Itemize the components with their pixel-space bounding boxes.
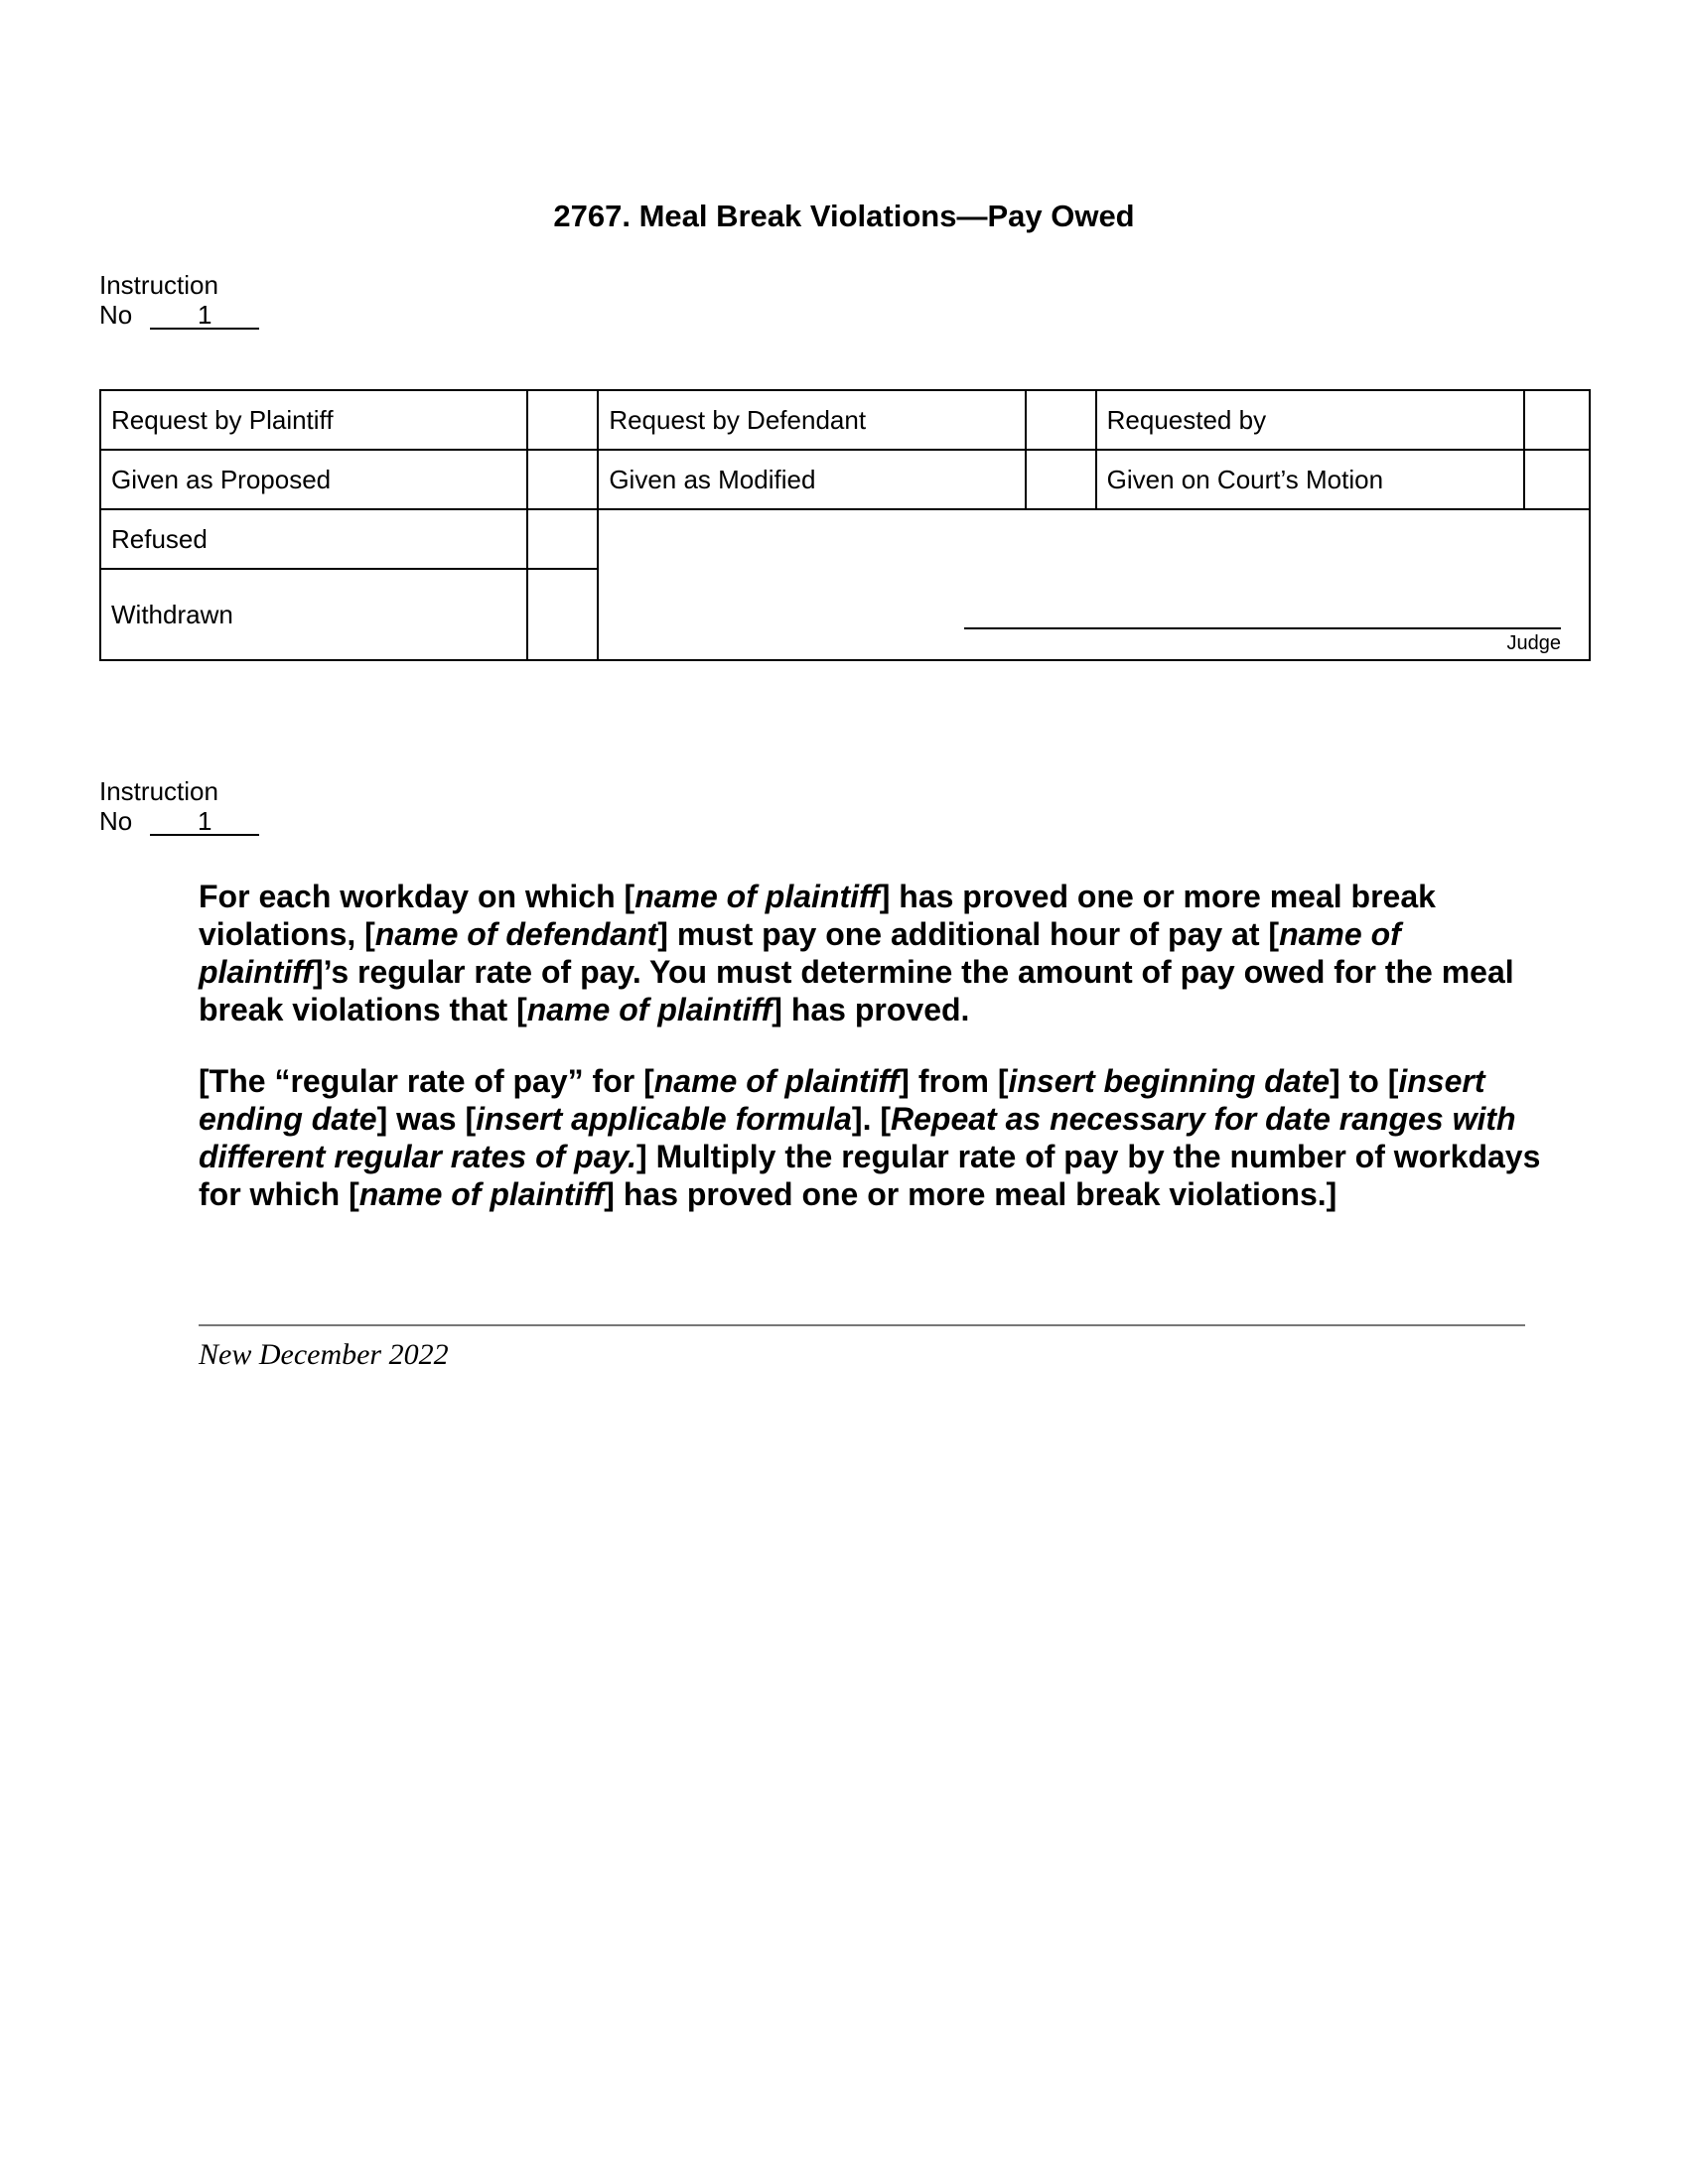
instruction-text: ] has proved. xyxy=(772,992,970,1027)
revision-note: New December 2022 xyxy=(199,1338,449,1371)
instruction-paragraph-1 xyxy=(199,878,1549,1028)
placeholder-text: name of plaintiff xyxy=(199,916,1401,990)
footer-divider xyxy=(199,1324,1525,1326)
paragraph-text xyxy=(199,878,1549,1028)
given-as-modified-box[interactable] xyxy=(1026,450,1096,509)
instruction-text: ] to [ xyxy=(1330,1063,1399,1099)
placeholder-text: name of plaintiff xyxy=(358,1176,605,1212)
paragraph-text xyxy=(199,1062,1549,1213)
instruction-number: 1 xyxy=(150,808,259,836)
instruction-text: ] Multiply the regular rate of pay by the number of workdays for which [ xyxy=(199,1139,1541,1212)
refused-box[interactable] xyxy=(527,509,598,569)
placeholder-text: insert applicable formula xyxy=(476,1101,852,1137)
judge-signature-area xyxy=(598,509,1590,660)
instruction-disposition-form xyxy=(99,389,1591,661)
instruction-no-line xyxy=(99,300,259,330)
placeholder-text: insert ending date xyxy=(199,1063,1485,1137)
instruction-text: ] from [ xyxy=(899,1063,1009,1099)
instruction-text: ]. [ xyxy=(851,1101,891,1137)
instruction-block-top xyxy=(99,270,259,330)
instruction-text: ]’s regular rate of pay. You must determine the amount of pay owed for the meal break violations that [ xyxy=(199,954,1514,1027)
placeholder-text: name of plaintiff xyxy=(634,879,880,914)
instruction-number: 1 xyxy=(150,302,259,330)
placeholder-text: name of defendant xyxy=(374,916,658,952)
instruction-label: Instruction xyxy=(99,776,218,806)
placeholder-text: name of plaintiff xyxy=(526,992,773,1027)
page-title: 2767. Meal Break Violations—Pay Owed xyxy=(553,199,1135,233)
placeholder-text: Repeat as necessary for date ranges with different regular rates of pay. xyxy=(199,1101,1516,1174)
no-label: No xyxy=(99,300,133,330)
refused-label: Refused xyxy=(100,509,527,569)
request-by-plaintiff-label: Request by Plaintiff xyxy=(100,390,527,450)
request-by-defendant-box[interactable] xyxy=(1026,390,1096,450)
instruction-block-bottom xyxy=(99,776,259,836)
instruction-paragraph-2 xyxy=(199,1062,1549,1213)
withdrawn-label: Withdrawn xyxy=(100,569,527,660)
instruction-text: For each workday on which [ xyxy=(199,879,635,914)
placeholder-text: name of plaintiff xyxy=(653,1063,900,1099)
instruction-text: ] has proved one or more meal break violations, [ xyxy=(199,879,1436,952)
judge-signature-line[interactable] xyxy=(964,627,1561,629)
given-on-courts-motion-label: Given on Court’s Motion xyxy=(1096,450,1524,509)
given-as-proposed-box[interactable] xyxy=(527,450,598,509)
withdrawn-box[interactable] xyxy=(527,569,598,660)
instruction-text: ] must pay one additional hour of pay at [ xyxy=(657,916,1280,952)
instruction-text: [The “regular rate of pay” for [ xyxy=(199,1063,654,1099)
given-as-proposed-label: Given as Proposed xyxy=(100,450,527,509)
no-label: No xyxy=(99,806,133,836)
request-by-defendant-label: Request by Defendant xyxy=(598,390,1025,450)
instruction-text: ] has proved one or more meal break violations.] xyxy=(604,1176,1337,1212)
instruction-label: Instruction xyxy=(99,270,218,300)
placeholder-text: insert beginning date xyxy=(1008,1063,1331,1099)
request-by-plaintiff-box[interactable] xyxy=(527,390,598,450)
judge-label: Judge xyxy=(1506,632,1561,654)
requested-by-label: Requested by xyxy=(1096,390,1524,450)
instruction-no-line xyxy=(99,806,259,836)
given-on-courts-motion-box[interactable] xyxy=(1524,450,1590,509)
instruction-text: ] was [ xyxy=(376,1101,477,1137)
requested-by-box[interactable] xyxy=(1524,390,1590,450)
given-as-modified-label: Given as Modified xyxy=(598,450,1025,509)
